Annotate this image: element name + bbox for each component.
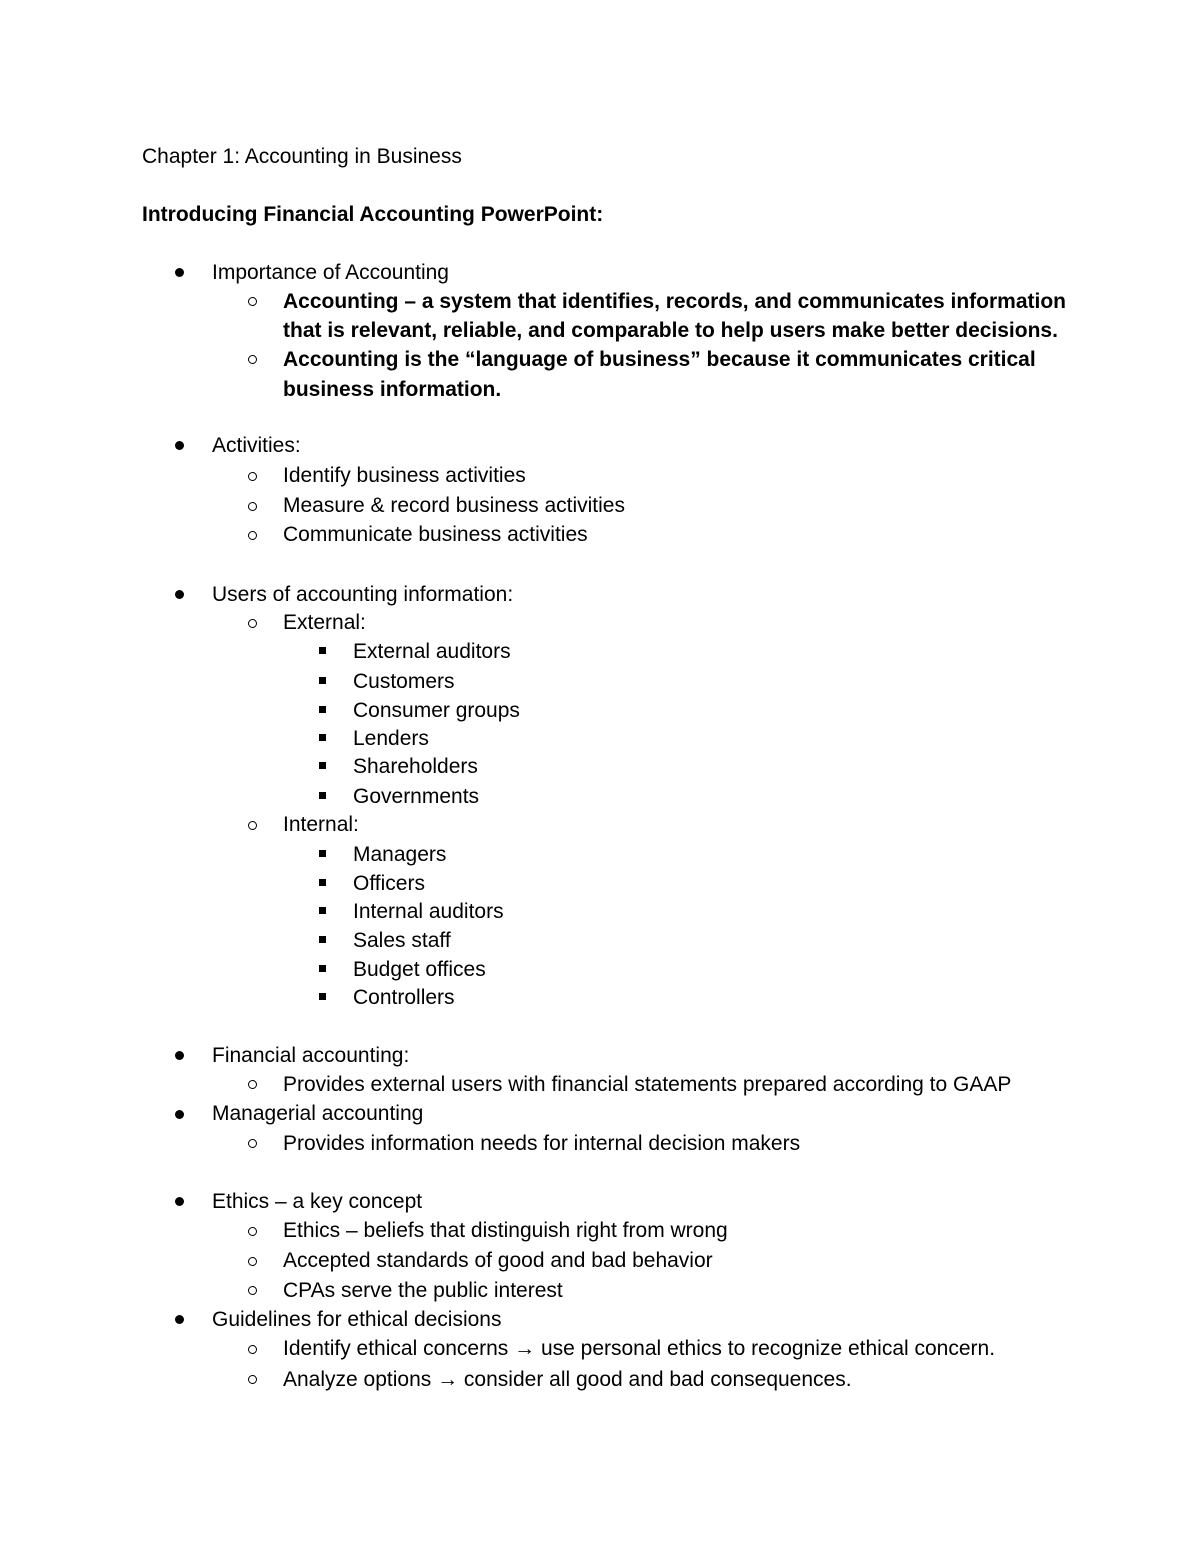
square-bullet-icon: [319, 850, 326, 857]
external-user-item: External auditors: [353, 640, 511, 663]
managerial-item: Provides information needs for internal decision makers: [283, 1132, 801, 1155]
circle-bullet-icon: [248, 619, 257, 628]
guidelines-item: Analyze options → consider all good and bad consequences.: [283, 1368, 852, 1391]
square-bullet-icon: [319, 762, 326, 769]
square-bullet-icon: [319, 706, 326, 713]
internal-user-item: Officers: [353, 872, 425, 895]
square-bullet-icon: [319, 734, 326, 741]
users-internal-label: Internal:: [283, 813, 359, 836]
activities-item: Communicate business activities: [283, 523, 588, 546]
activities-heading: Activities:: [212, 434, 301, 457]
bullet-icon: [175, 441, 184, 450]
importance-item-1-line-1: Accounting – a system that identifies, records, and communicates information: [283, 290, 1066, 313]
external-user-item: Shareholders: [353, 755, 478, 778]
bullet-icon: [175, 1197, 184, 1206]
bullet-icon: [175, 1110, 184, 1119]
users-external-label: External:: [283, 611, 366, 634]
square-bullet-icon: [319, 647, 326, 654]
circle-bullet-icon: [248, 1257, 257, 1266]
square-bullet-icon: [319, 677, 326, 684]
internal-user-item: Managers: [353, 843, 447, 866]
external-user-item: Customers: [353, 670, 455, 693]
circle-bullet-icon: [248, 472, 257, 481]
circle-bullet-icon: [248, 1139, 257, 1148]
circle-bullet-icon: [248, 1375, 257, 1384]
financial-heading: Financial accounting:: [212, 1044, 410, 1067]
guidelines-heading: Guidelines for ethical decisions: [212, 1308, 502, 1331]
ethics-item: CPAs serve the public interest: [283, 1279, 563, 1302]
activities-item: Measure & record business activities: [283, 494, 625, 517]
bullet-icon: [175, 1051, 184, 1060]
ethics-item: Ethics – beliefs that distinguish right from wrong: [283, 1219, 728, 1242]
circle-bullet-icon: [248, 531, 257, 540]
bullet-icon: [175, 1315, 184, 1324]
guidelines-item: Identify ethical concerns → use personal ethics to recognize ethical concern.: [283, 1337, 996, 1360]
importance-item-1-line-2: that is relevant, reliable, and comparable to help users make better decisions.: [283, 319, 1058, 342]
square-bullet-icon: [319, 879, 326, 886]
users-heading: Users of accounting information:: [212, 583, 514, 606]
importance-item-2-line-2: business information.: [283, 378, 502, 401]
circle-bullet-icon: [248, 355, 257, 364]
ethics-heading: Ethics – a key concept: [212, 1190, 423, 1213]
bullet-icon: [175, 268, 184, 277]
circle-bullet-icon: [248, 297, 257, 306]
managerial-heading: Managerial accounting: [212, 1102, 424, 1125]
bullet-icon: [175, 590, 184, 599]
financial-item: Provides external users with financial statements prepared according to GAAP: [283, 1073, 1012, 1096]
circle-bullet-icon: [248, 1080, 257, 1089]
square-bullet-icon: [319, 993, 326, 1000]
page-title: Chapter 1: Accounting in Business: [142, 145, 462, 168]
square-bullet-icon: [319, 936, 326, 943]
circle-bullet-icon: [248, 1227, 257, 1236]
external-user-item: Consumer groups: [353, 699, 520, 722]
importance-item-2-line-1: Accounting is the “language of business” because it communicates critical: [283, 348, 1036, 371]
square-bullet-icon: [319, 965, 326, 972]
circle-bullet-icon: [248, 502, 257, 511]
importance-heading: Importance of Accounting: [212, 261, 449, 284]
internal-user-item: Controllers: [353, 986, 455, 1009]
circle-bullet-icon: [248, 821, 257, 830]
activities-item: Identify business activities: [283, 464, 526, 487]
internal-user-item: Budget offices: [353, 958, 486, 981]
internal-user-item: Internal auditors: [353, 900, 504, 923]
square-bullet-icon: [319, 792, 326, 799]
circle-bullet-icon: [248, 1286, 257, 1295]
section-subtitle: Introducing Financial Accounting PowerPoint:: [142, 203, 604, 226]
external-user-item: Lenders: [353, 727, 429, 750]
external-user-item: Governments: [353, 785, 480, 808]
circle-bullet-icon: [248, 1345, 257, 1354]
ethics-item: Accepted standards of good and bad behavior: [283, 1249, 713, 1272]
internal-user-item: Sales staff: [353, 929, 451, 952]
square-bullet-icon: [319, 907, 326, 914]
